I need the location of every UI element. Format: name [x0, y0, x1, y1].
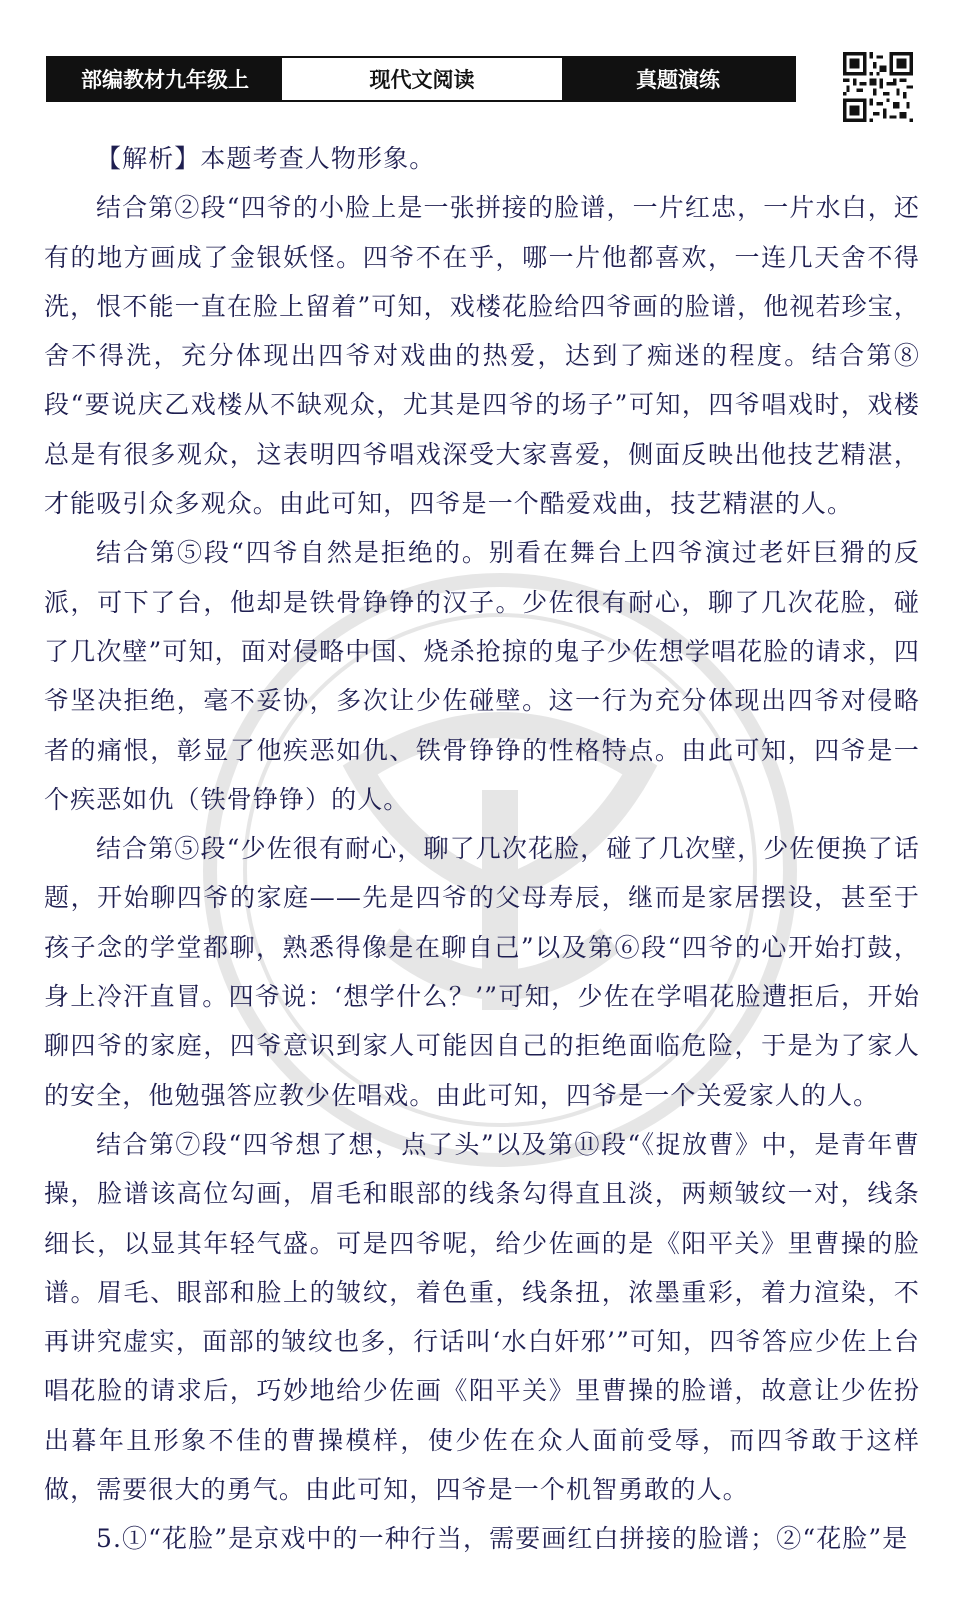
paragraph: 结合第⑤段“少佐很有耐心，聊了几次花脸，碰了几次壁，少佐便换了话题，开始聊四爷的家庭——先是四爷的父母寿辰，继而是家居摆设，甚至于孩子念的学堂都聊，熟悉得像是在聊自己”以及第⑥段“四爷的心开始打鼓，身上冷汗直冒。四爷说：‘想学什么？’”可知，少佐在学唱花脸遭拒后，开始聊四爷的家庭，四爷意识到家人可能因自己的拒绝面临危险，于是为了家人的安全，他勉强答应教少佐唱戏。由此可知，四爷是一个关爱家人的人。 — [44, 834, 920, 1110]
paragraph: 结合第⑤段“四爷自然是拒绝的。别看在舞台上四爷演过老奸巨猾的反派，可下了台，他却是铁骨铮铮的汉子。少佐很有耐心，聊了几次花脸，碰了几次壁”可知，面对侵略中国、烧杀抢掠的鬼子少佐想学唱花脸的请求，四爷坚决拒绝，毫不妥协，多次让少佐碰壁。这一行为充分体现出四爷对侵略者的痛恨，彰显了他疾恶如仇、铁骨铮铮的性格特点。由此可知，四爷是一个疾恶如仇（铁骨铮铮）的人。 — [44, 538, 920, 814]
header-bar — [46, 56, 796, 102]
answer-analysis — [44, 134, 920, 1564]
header-grade-label: 部编教材九年级上 — [48, 58, 282, 100]
analysis-heading: 【解析】本题考查人物形象。 — [96, 144, 436, 173]
header-subject-label: 现代文阅读 — [282, 58, 562, 100]
paragraph: 结合第⑦段“四爷想了想，点了头”以及第⑪段“《捉放曹》中，是青年曹操，脸谱该高位勾画，眉毛和眼部的线条勾得直且淡，两颊皱纹一对，线条细长，以显其年轻气盛。可是四爷呢，给少佐画的是《阳平关》里曹操的脸谱。眉毛、眼部和脸上的皱纹，着色重，线条扭，浓墨重彩，着力渲染，不再讲究虚实，面部的皱纹也多，行话叫‘水白奸邪’”可知，四爷答应少佐上台唱花脸的请求后，巧妙地给少佐画《阳平关》里曹操的脸谱，故意让少佐扮出暮年且形象不佳的曹操模样，使少佐在众人面前受辱，而四爷敢于这样做，需要很大的勇气。由此可知，四爷是一个机智勇敢的人。 — [44, 1129, 920, 1505]
paragraph: 结合第②段“四爷的小脸上是一张拼接的脸谱，一片红忠，一片水白，还有的地方画成了金银妖怪。四爷不在乎，哪一片他都喜欢，一连几天舍不得洗，恨不能一直在脸上留着”可知，戏楼花脸给四爷画的脸谱，他视若珍宝，舍不得洗，充分体现出四爷对戏曲的热爱，达到了痴迷的程度。结合第⑧段“要说庆乙戏楼从不缺观众，尤其是四爷的场子”可知，四爷唱戏时，戏楼总是有很多观众，这表明四爷唱戏深受大家喜爱，侧面反映出他技艺精湛，才能吸引众多观众。由此可知，四爷是一个酷爱戏曲，技艺精湛的人。 — [44, 193, 920, 519]
header-section-label: 真题演练 — [562, 58, 794, 100]
question-5-answer: 5.①“花脸”是京戏中的一种行当，需要画红白拼接的脸谱；②“花脸”是 — [96, 1524, 909, 1554]
qr-code-icon — [843, 52, 913, 122]
